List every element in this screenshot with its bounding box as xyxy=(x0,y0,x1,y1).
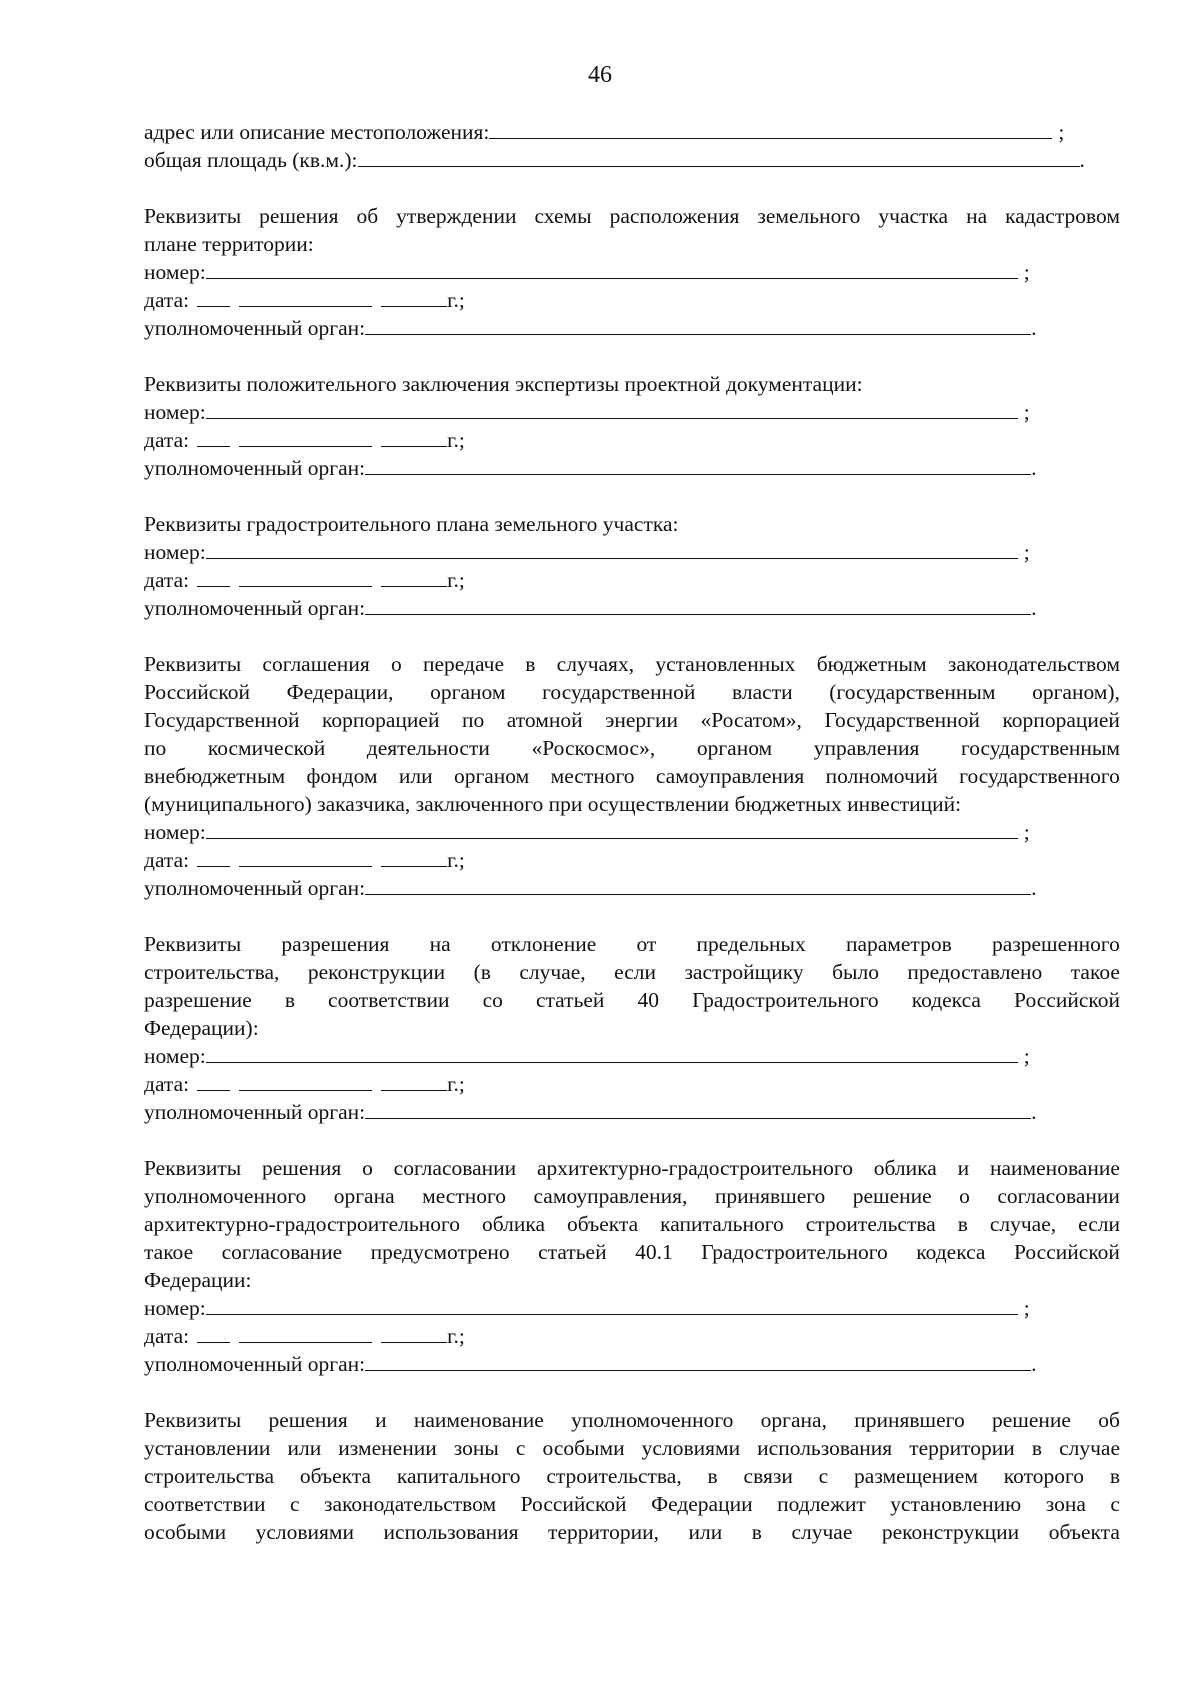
heading-word: самоуправления xyxy=(655,764,805,788)
heading-word: 40.1 xyxy=(635,1240,673,1264)
heading-word: наименование xyxy=(989,1156,1120,1180)
number-end: ; xyxy=(1023,820,1030,844)
heading-word: архитектурно-градостроительного xyxy=(536,1156,853,1180)
authority-label: уполномоченный орган: xyxy=(144,596,366,620)
paragraph-word: подлежит xyxy=(777,1492,866,1516)
paragraph-word: зоны xyxy=(453,1436,499,1460)
date-year-blank[interactable] xyxy=(381,426,447,447)
heading-word: если xyxy=(614,960,656,984)
section-heading-line xyxy=(144,734,1120,762)
heading-word: Российской xyxy=(1013,1240,1120,1264)
heading-word: органом), xyxy=(1032,680,1120,704)
heading-word: Российской xyxy=(144,680,250,704)
heading-word: 40 xyxy=(637,988,659,1012)
section-heading-line xyxy=(144,706,1120,734)
section-heading-line xyxy=(144,986,1120,1014)
authority-end: . xyxy=(1031,456,1037,480)
paragraph-word: территории xyxy=(909,1436,1015,1460)
heading-word: Градостроительного xyxy=(692,988,879,1012)
number-blank[interactable] xyxy=(206,1042,1018,1063)
paragraph-word: строительства xyxy=(144,1464,275,1488)
heading-word: корпорацией xyxy=(1002,708,1120,732)
section-heading-line xyxy=(144,930,1120,958)
section-heading-line xyxy=(144,1154,1120,1182)
date-label: дата: xyxy=(144,1324,190,1348)
authority-line xyxy=(144,1350,1120,1378)
authority-end: . xyxy=(1031,1352,1037,1376)
page-number: 46 xyxy=(588,62,612,88)
date-year-suffix: г.; xyxy=(447,288,465,312)
heading-text: плане территории: xyxy=(144,232,314,256)
number-line xyxy=(144,398,1120,426)
date-line xyxy=(144,426,1120,454)
date-label: дата: xyxy=(144,848,190,872)
heading-word: Реквизиты xyxy=(144,204,242,228)
date-day-blank[interactable] xyxy=(197,1070,230,1091)
paragraph-word: строительства, xyxy=(546,1464,682,1488)
heading-text: Реквизиты градостроительного плана земельного участка: xyxy=(144,512,679,536)
heading-word: и xyxy=(957,1156,970,1180)
paragraph-word: и xyxy=(375,1408,387,1432)
heading-word: облика xyxy=(481,1212,546,1236)
heading-word: разрешения xyxy=(281,932,390,956)
authority-blank[interactable] xyxy=(365,1350,1031,1371)
heading-word: законодательством xyxy=(947,652,1120,676)
number-label: номер: xyxy=(144,400,206,424)
date-label: дата: xyxy=(144,568,190,592)
heading-word: схемы xyxy=(534,204,592,228)
heading-word: самоуправления, xyxy=(533,1184,688,1208)
heading-text: Реквизиты положительного заключения экспертизы проектной документации: xyxy=(144,372,863,396)
heading-word: такое xyxy=(144,1240,194,1264)
authority-end: . xyxy=(1031,1100,1037,1124)
number-end: ; xyxy=(1023,1296,1030,1320)
date-line xyxy=(144,566,1120,594)
paragraph-word: с xyxy=(818,1464,829,1488)
heading-word: о xyxy=(959,1184,970,1208)
date-year-blank[interactable] xyxy=(381,1070,447,1091)
paragraph-word: особыми xyxy=(144,1520,227,1544)
heading-word: в xyxy=(525,652,536,676)
heading-word: соглашения xyxy=(262,652,370,676)
date-year-blank[interactable] xyxy=(381,1322,447,1343)
heading-word: об xyxy=(356,204,379,228)
heading-word: корпорацией xyxy=(322,708,440,732)
heading-word: органом xyxy=(453,764,530,788)
number-label: номер: xyxy=(144,260,206,284)
number-blank[interactable] xyxy=(206,1294,1018,1315)
paragraph-word: случае xyxy=(1059,1436,1120,1460)
heading-word: предусмотрено xyxy=(370,1240,510,1264)
authority-end: . xyxy=(1031,596,1037,620)
heading-word: застройщику xyxy=(684,960,804,984)
heading-word: статьей xyxy=(538,1240,607,1264)
heading-word: кадастровом xyxy=(1005,204,1120,228)
paragraph-word: соответствии xyxy=(144,1492,266,1516)
paragraph-word: или xyxy=(688,1520,723,1544)
section-heading-line xyxy=(144,650,1120,678)
heading-word: власти xyxy=(732,680,793,704)
heading-word: согласование xyxy=(221,1240,343,1264)
heading-word: кодекса xyxy=(916,1240,986,1264)
address-end: ; xyxy=(1058,120,1065,144)
date-year-blank[interactable] xyxy=(381,846,447,867)
heading-word: если xyxy=(1078,1212,1120,1236)
heading-word: Реквизиты xyxy=(144,1156,242,1180)
paragraph-word: зона xyxy=(1045,1492,1086,1516)
heading-word: в xyxy=(284,988,295,1012)
date-line xyxy=(144,846,1120,874)
authority-label: уполномоченный орган: xyxy=(144,316,366,340)
heading-word: статьей xyxy=(535,988,605,1012)
section-heading-line xyxy=(144,1266,1120,1294)
date-year-suffix: г.; xyxy=(447,428,465,452)
heading-word: по xyxy=(462,708,485,732)
heading-word: участка xyxy=(878,204,949,228)
paragraph-word: размещением xyxy=(854,1464,978,1488)
paragraph-word: особыми xyxy=(542,1436,625,1460)
authority-label: уполномоченный орган: xyxy=(144,456,366,480)
number-blank[interactable] xyxy=(206,258,1018,279)
heading-word: Российской xyxy=(1014,988,1120,1012)
heading-word: о xyxy=(390,652,402,676)
authority-end: . xyxy=(1031,876,1037,900)
heading-word: со xyxy=(482,988,503,1012)
heading-word: фондом xyxy=(306,764,378,788)
heading-word: случае, xyxy=(519,960,586,984)
date-month-blank[interactable] xyxy=(239,1322,372,1343)
heading-word: от xyxy=(636,932,657,956)
paragraph-word: решение xyxy=(992,1408,1071,1432)
date-year-blank[interactable] xyxy=(381,566,447,587)
heading-word: внебюджетным xyxy=(144,764,286,788)
paragraph-word: Реквизиты xyxy=(144,1408,242,1432)
date-month-blank[interactable] xyxy=(239,846,372,867)
section-heading-line xyxy=(144,370,1120,398)
requisites-section xyxy=(144,1154,1120,1378)
heading-word: бюджетным xyxy=(816,652,927,676)
heading-word: случаях, xyxy=(556,652,635,676)
section-heading-line xyxy=(144,230,1120,258)
number-end: ; xyxy=(1023,1044,1030,1068)
number-line xyxy=(144,1042,1120,1070)
number-label: номер: xyxy=(144,1296,206,1320)
number-line xyxy=(144,1294,1120,1322)
paragraph-word: наименование xyxy=(413,1408,544,1432)
final-paragraph-line xyxy=(144,1518,1120,1546)
heading-word: разрешение xyxy=(144,988,252,1012)
paragraph-word: уполномоченного xyxy=(571,1408,734,1432)
requisites-section xyxy=(144,930,1120,1126)
heading-word: (государственным xyxy=(829,680,996,704)
authority-line xyxy=(144,454,1120,482)
paragraph-word: или xyxy=(287,1436,322,1460)
area-blank[interactable] xyxy=(358,146,1080,167)
section-heading-line xyxy=(144,1182,1120,1210)
authority-blank[interactable] xyxy=(365,314,1031,335)
heading-word: установленных xyxy=(655,652,796,676)
paragraph-word: случае xyxy=(791,1520,853,1544)
authority-blank[interactable] xyxy=(365,594,1031,615)
paragraph-word: изменении xyxy=(338,1436,437,1460)
requisites-section xyxy=(144,650,1120,902)
heading-word: решения xyxy=(259,204,339,228)
heading-word: государственной xyxy=(542,680,696,704)
paragraph-word: условиями xyxy=(255,1520,355,1544)
number-line xyxy=(144,818,1120,846)
paragraph-word: объекта xyxy=(1048,1520,1120,1544)
authority-label: уполномоченный орган: xyxy=(144,1100,366,1124)
paragraph-word: с xyxy=(515,1436,526,1460)
number-line xyxy=(144,538,1120,566)
paragraph-word: в xyxy=(707,1464,718,1488)
number-blank[interactable] xyxy=(206,818,1018,839)
authority-label: уполномоченный орган: xyxy=(144,876,366,900)
paragraph-word: с xyxy=(1110,1492,1120,1516)
section-heading-line xyxy=(144,510,1120,538)
heading-word: органом xyxy=(430,680,506,704)
authority-end: . xyxy=(1031,316,1037,340)
authority-line xyxy=(144,874,1120,902)
number-blank[interactable] xyxy=(206,398,1018,419)
heading-word: передаче xyxy=(422,652,505,676)
heading-word: полномочий xyxy=(825,764,938,788)
heading-word: капитального xyxy=(660,1212,784,1236)
address-blank[interactable] xyxy=(489,118,1052,139)
authority-blank[interactable] xyxy=(365,454,1031,475)
heading-word: решения xyxy=(261,1156,342,1180)
paragraph-word: установлении xyxy=(144,1436,271,1460)
paragraph-word: в xyxy=(1109,1464,1120,1488)
heading-word: деятельности xyxy=(366,736,490,760)
number-label: номер: xyxy=(144,540,206,564)
paragraph-word: об xyxy=(1098,1408,1120,1432)
paragraph-word: Федерации xyxy=(651,1492,753,1516)
heading-word: местного xyxy=(550,764,635,788)
heading-word: отклонение xyxy=(490,932,597,956)
heading-word: утверждении xyxy=(396,204,517,228)
heading-word: было xyxy=(832,960,879,984)
requisites-section xyxy=(144,370,1120,482)
section-heading-line xyxy=(144,1014,1120,1042)
heading-word: архитектурно-градостроительного xyxy=(144,1212,460,1236)
paragraph-word: решения xyxy=(268,1408,348,1432)
area-line xyxy=(144,146,1120,174)
final-paragraph xyxy=(144,1406,1120,1546)
number-blank[interactable] xyxy=(206,538,1018,559)
number-label: номер: xyxy=(144,1044,206,1068)
date-day-blank[interactable] xyxy=(197,846,230,867)
heading-word: государственного xyxy=(959,764,1120,788)
section-heading-line xyxy=(144,678,1120,706)
paragraph-word: связи xyxy=(743,1464,793,1488)
final-paragraph-line xyxy=(144,1434,1120,1462)
date-year-suffix: г.; xyxy=(447,848,465,872)
heading-word: органа xyxy=(333,1184,395,1208)
number-line xyxy=(144,258,1120,286)
date-label: дата: xyxy=(144,288,190,312)
paragraph-word: принявшего xyxy=(854,1408,965,1432)
heading-word: принявшего xyxy=(714,1184,826,1208)
heading-word: Реквизиты xyxy=(144,932,242,956)
heading-word: решение xyxy=(852,1184,932,1208)
paragraph-word: установлению xyxy=(890,1492,1022,1516)
area-end: . xyxy=(1079,148,1085,172)
date-day-blank[interactable] xyxy=(197,566,230,587)
heading-word: космической xyxy=(207,736,326,760)
date-month-blank[interactable] xyxy=(239,566,372,587)
section-heading-line xyxy=(144,958,1120,986)
final-paragraph-line xyxy=(144,1462,1120,1490)
heading-word: разрешенного xyxy=(991,932,1120,956)
paragraph-word: законодательством xyxy=(324,1492,497,1516)
heading-text: (муниципального) заказчика, заключенного при осуществлении бюджетных инвестиций: xyxy=(144,792,962,816)
heading-word: (в xyxy=(473,960,491,984)
date-day-blank[interactable] xyxy=(197,286,230,307)
number-label: номер: xyxy=(144,820,206,844)
heading-word: расположения xyxy=(609,204,740,228)
date-day-blank[interactable] xyxy=(197,1322,230,1343)
heading-word: Федерации, xyxy=(286,680,394,704)
heading-word: согласовании xyxy=(997,1184,1120,1208)
heading-word: Государственной xyxy=(824,708,980,732)
authority-line xyxy=(144,1098,1120,1126)
heading-word: предоставлено xyxy=(907,960,1043,984)
date-label: дата: xyxy=(144,428,190,452)
address-line xyxy=(144,118,1120,146)
heading-word: государственным xyxy=(960,736,1120,760)
heading-word: земельного xyxy=(757,204,861,228)
heading-word: «Роскосмос», xyxy=(531,736,656,760)
heading-word: на xyxy=(966,204,988,228)
authority-blank[interactable] xyxy=(365,874,1031,895)
requisites-section xyxy=(144,202,1120,342)
heading-word: Градостроительного xyxy=(701,1240,888,1264)
heading-word: предельных xyxy=(696,932,806,956)
paragraph-word: которого xyxy=(1003,1464,1084,1488)
heading-word: согласовании xyxy=(393,1156,517,1180)
number-end: ; xyxy=(1023,400,1030,424)
final-paragraph-line xyxy=(144,1406,1120,1434)
heading-text: Федерации: xyxy=(144,1268,252,1292)
heading-word: соответствии xyxy=(328,988,450,1012)
date-line xyxy=(144,1070,1120,1098)
paragraph-word: с xyxy=(289,1492,300,1516)
section-heading-line xyxy=(144,762,1120,790)
heading-word: о xyxy=(362,1156,373,1180)
heading-word: по xyxy=(144,736,167,760)
date-year-suffix: г.; xyxy=(447,1072,465,1096)
date-day-blank[interactable] xyxy=(197,426,230,447)
heading-word: управления xyxy=(813,736,920,760)
paragraph-word: объекта xyxy=(299,1464,372,1488)
heading-word: местного xyxy=(422,1184,507,1208)
paragraph-word: в xyxy=(1031,1436,1043,1460)
final-paragraph-line xyxy=(144,1490,1120,1518)
heading-word: строительства xyxy=(805,1212,936,1236)
section-heading-line xyxy=(144,202,1120,230)
form-content xyxy=(144,118,1120,1546)
authority-line xyxy=(144,594,1120,622)
section-heading-line xyxy=(144,790,1120,818)
heading-word: Реквизиты xyxy=(144,652,242,676)
date-year-suffix: г.; xyxy=(447,568,465,592)
heading-word: случае, xyxy=(989,1212,1057,1236)
paragraph-word: капитального xyxy=(396,1464,521,1488)
number-end: ; xyxy=(1023,260,1030,284)
paragraph-word: использования xyxy=(383,1520,519,1544)
heading-word: параметров xyxy=(845,932,952,956)
paragraph-word: территории, xyxy=(548,1520,659,1544)
paragraph-word: Российской xyxy=(520,1492,627,1516)
heading-word: атомной xyxy=(506,708,583,732)
paragraph-word: условиями xyxy=(641,1436,741,1460)
heading-word: облика xyxy=(873,1156,937,1180)
heading-word: или xyxy=(398,764,433,788)
date-line xyxy=(144,286,1120,314)
date-year-suffix: г.; xyxy=(447,1324,465,1348)
area-label: общая площадь (кв.м.): xyxy=(144,148,358,172)
paragraph-word: органа, xyxy=(760,1408,827,1432)
heading-word: Государственной xyxy=(144,708,300,732)
heading-word: уполномоченного xyxy=(144,1184,307,1208)
heading-word: такое xyxy=(1070,960,1120,984)
paragraph-word: реконструкции xyxy=(881,1520,1020,1544)
heading-word: кодекса xyxy=(911,988,981,1012)
date-line xyxy=(144,1322,1120,1350)
section-heading-line xyxy=(144,1210,1120,1238)
authority-label: уполномоченный орган: xyxy=(144,1352,366,1376)
heading-text: Федерации): xyxy=(144,1016,259,1040)
date-month-blank[interactable] xyxy=(239,1070,372,1091)
heading-word: энергии xyxy=(605,708,678,732)
number-end: ; xyxy=(1023,540,1030,564)
heading-word: в xyxy=(957,1212,968,1236)
heading-word: объекта xyxy=(566,1212,639,1236)
heading-word: строительства, xyxy=(144,960,280,984)
heading-word: органом xyxy=(696,736,773,760)
requisites-section xyxy=(144,510,1120,622)
paragraph-word: в xyxy=(751,1520,762,1544)
date-month-blank[interactable] xyxy=(239,426,372,447)
heading-word: реконструкции xyxy=(307,960,446,984)
address-label: адрес или описание местоположения: xyxy=(144,120,490,144)
section-heading-line xyxy=(144,1238,1120,1266)
authority-blank[interactable] xyxy=(365,1098,1031,1119)
heading-word: «Росатом», xyxy=(700,708,802,732)
date-month-blank[interactable] xyxy=(239,286,372,307)
date-year-blank[interactable] xyxy=(381,286,447,307)
heading-word: на xyxy=(429,932,451,956)
paragraph-word: использования xyxy=(757,1436,893,1460)
authority-line xyxy=(144,314,1120,342)
date-label: дата: xyxy=(144,1072,190,1096)
